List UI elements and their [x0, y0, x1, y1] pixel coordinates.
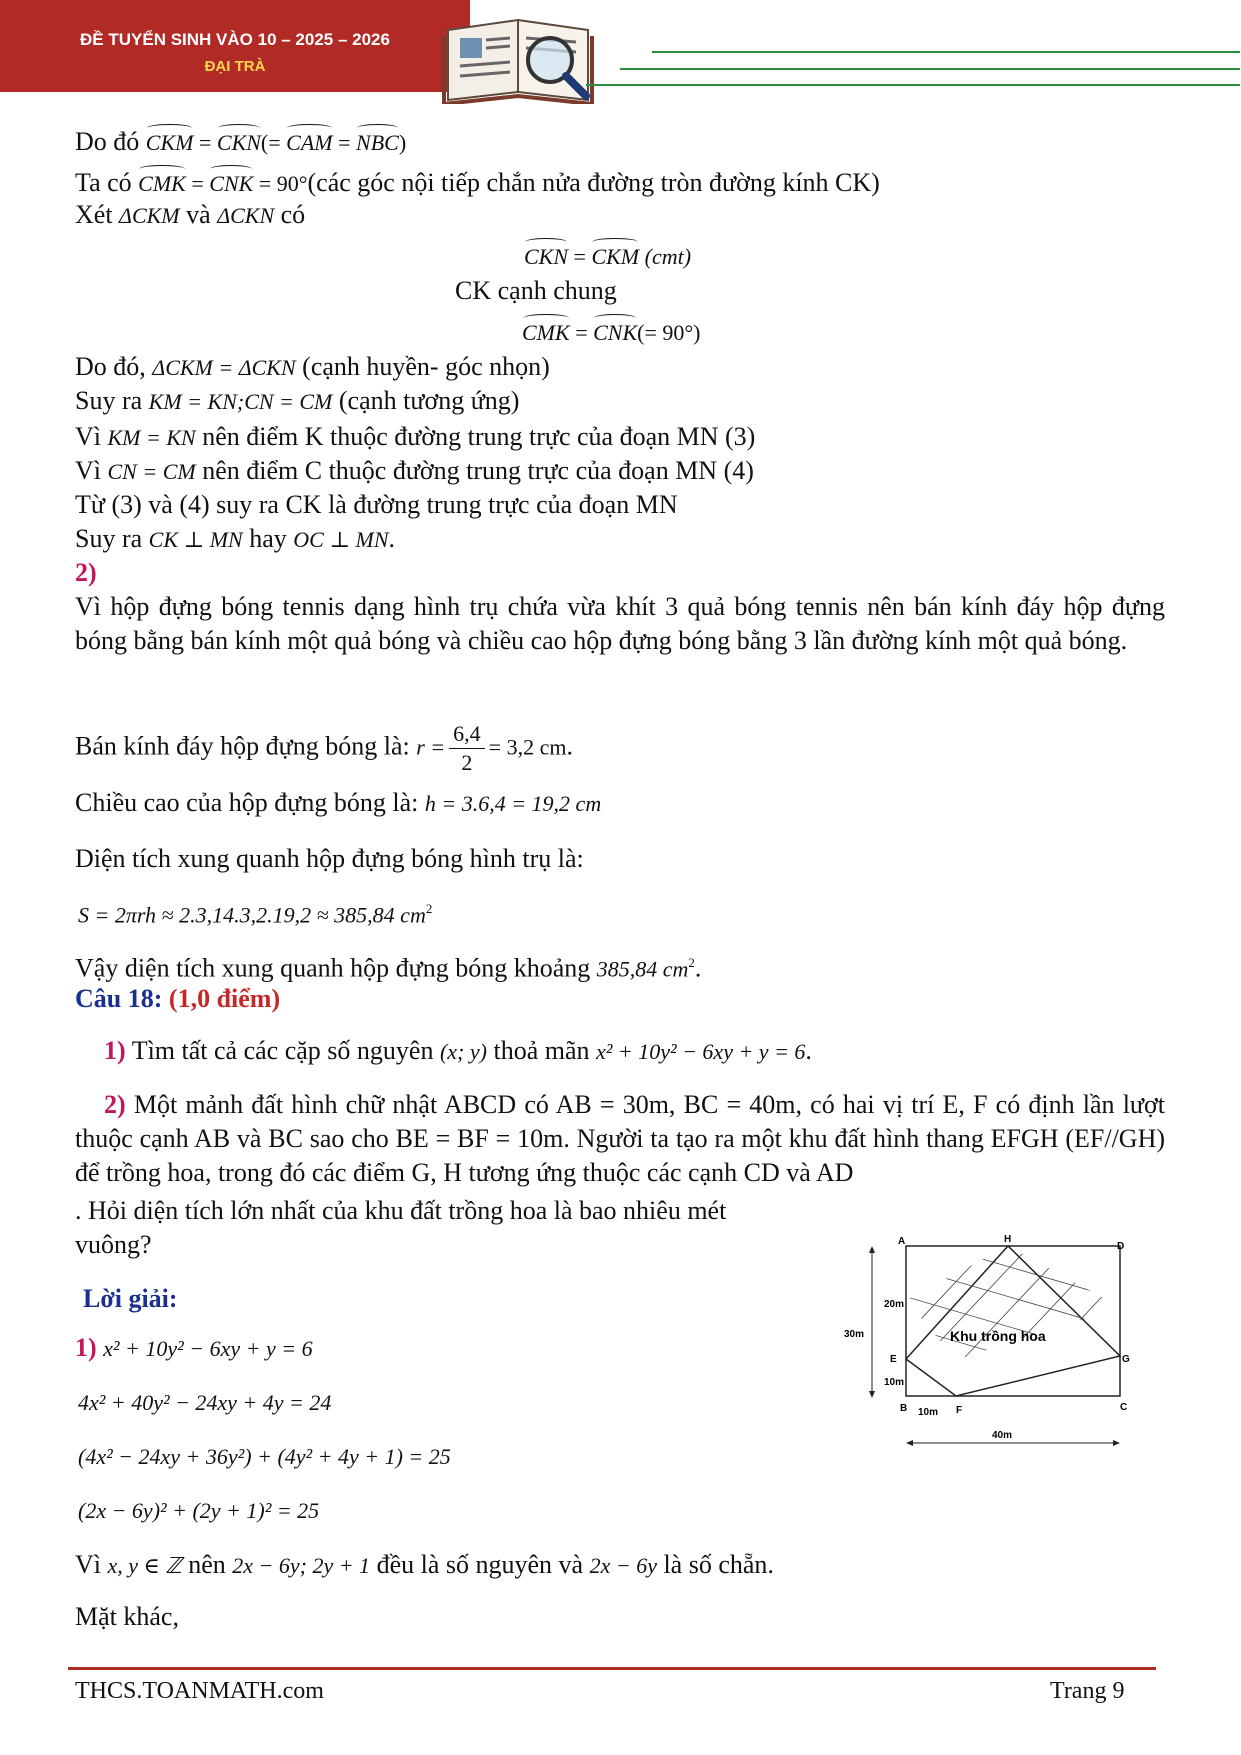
arrow-head-up: [869, 1246, 875, 1253]
arrow-head-left: [906, 1440, 913, 1446]
footer-rule: [68, 1667, 1156, 1670]
question-18-part2-tail1: . Hỏi diện tích lớn nhất của khu đất trồng hoa là bao nhiêu mét: [75, 1196, 727, 1225]
part-2-label: 2): [75, 558, 97, 587]
label-c: C: [1120, 1402, 1128, 1413]
trapezoid-efgh: [906, 1246, 1120, 1396]
solution-heading: Lời giải:: [83, 1284, 178, 1313]
line-6: CMK = CNK(= 90°): [522, 314, 701, 348]
label-d: D: [1117, 1241, 1125, 1252]
solution-step-1: 1) x² + 10y² − 6xy + y = 6: [75, 1333, 313, 1362]
label-f: F: [956, 1405, 963, 1416]
question-18-heading: Câu 18: (1,0 điểm): [75, 984, 281, 1013]
garden-figure: [840, 1235, 1140, 1455]
area-formula: S = 2πrh ≈ 2.3,14.3,2.19,2 ≈ 385,84 $cm^2$: [78, 901, 433, 928]
tennis-paragraph: Vì hộp đựng bóng tennis dạng hình trụ chứa vừa khít 3 quả bóng tennis nên bán kính đáy hộp đựng bóng bằng bán kính một quả bóng và chiều cao hộp đựng bóng bằng 3 lần đường kính một quả bóng.: [75, 592, 1165, 655]
solution-step-3: (4x² − 24xy + 36y²) + (4y² + 4y + 1) = 25: [78, 1444, 451, 1469]
line-5: CK cạnh chung: [455, 276, 617, 305]
solution-step-2: 4x² + 40y² − 24xy + 4y = 24: [78, 1390, 332, 1415]
radius-fraction: $\frac{6,4}{2}$: [449, 720, 485, 777]
rectangle-abcd: [906, 1246, 1120, 1396]
solution-step-4: (2x − 6y)² + (2y + 1)² = 25: [78, 1498, 320, 1523]
question-18-part2: 2) Một mảnh đất hình chữ nhật ABCD có AB = 30m, BC = 40m, có hai vị trí E, F có định lần lượt thuộc cạnh AB và BC sao cho BE = BF = 10m. Người ta tạo ra một khu đất hình thang EFGH (EF//GH) để trồng hoa, trong đó các điểm G, H tương ứng thuộc các cạnh CD và AD: [75, 1090, 1165, 1187]
line-2: Ta có CMK = CNK = 90°(các góc nội tiếp chắn nửa đường tròn đường kính CK): [75, 165, 880, 199]
header-rule-bottom: [586, 84, 1240, 86]
radius-line: Bán kính đáy hộp đựng bóng là: r = $\frac{6,4}{2}$ = 3,2 cm.: [75, 721, 573, 775]
header-rule-top: [652, 51, 1240, 53]
footer-site: THCS.TOANMATH.com: [75, 1678, 324, 1704]
label-b: B: [900, 1403, 908, 1414]
dim-10m-horizontal: 10m: [918, 1407, 939, 1418]
line-8: Suy ra KM = KN;CN = CM (cạnh tương ứng): [75, 386, 520, 415]
line-7: Do đó, ΔCKM = ΔCKN (cạnh huyền- góc nhọn): [75, 352, 550, 381]
line-9: Vì KM = KN nên điểm K thuộc đường trung trực của đoạn MN (3): [75, 422, 756, 451]
question-18-part1: 1) Tìm tất cả các cặp số nguyên (x; y) thoả mãn x² + 10y² − 6xy + y = 6.: [104, 1036, 812, 1065]
line-11: Từ (3) và (4) suy ra CK là đường trung trực của đoạn MN: [75, 490, 678, 519]
line-3: Xét ΔCKM và ΔCKN có: [75, 200, 306, 229]
book-magnifier-icon: [440, 0, 600, 104]
dim-30m: 30m: [844, 1329, 865, 1340]
label-e: E: [890, 1354, 897, 1365]
height-line: Chiều cao của hộp đựng bóng là: h = 3.6,4 = 19,2 cm: [75, 788, 602, 817]
area-label-line: Diện tích xung quanh hộp đựng bóng hình trụ là:: [75, 844, 584, 873]
line-4: CKN = CKM (cmt): [524, 238, 691, 272]
arrow-head-down: [869, 1391, 875, 1398]
dim-10m-vertical: 10m: [884, 1377, 905, 1388]
exam-title: ĐỀ TUYỂN SINH VÀO 10 – 2025 – 2026: [80, 30, 390, 49]
question-18-part2-tail2: vuông?: [75, 1230, 152, 1259]
flower-area-label: Khu trồng hoa: [950, 1328, 1046, 1344]
solution-step-6: Mặt khác,: [75, 1602, 179, 1631]
line-12: Suy ra CK ⊥ MN hay OC ⊥ MN.: [75, 524, 396, 553]
conclusion-line: Vậy diện tích xung quanh hộp đựng bóng khoảng 385,84 $cm^2$.: [75, 953, 702, 983]
solution-step-5: Vì x, y ∈ ℤ nên 2x − 6y; 2y + 1 đều là số nguyên và 2x − 6y là số chẵn.: [75, 1550, 774, 1579]
label-h: H: [1004, 1235, 1012, 1245]
label-a: A: [898, 1236, 906, 1247]
header-rule-mid: [620, 68, 1240, 70]
exam-subtitle: ĐẠI TRÀ: [204, 58, 266, 75]
arrow-head-right: [1113, 1440, 1120, 1446]
line-10: Vì CN = CM nên điểm C thuộc đường trung trực của đoạn MN (4): [75, 456, 754, 485]
label-g: G: [1122, 1354, 1130, 1365]
dim-40m: 40m: [992, 1430, 1013, 1441]
line-1: Do đó CKM = CKN(= CAM = NBC): [75, 124, 406, 158]
footer-page-number: Trang 9: [1050, 1678, 1125, 1704]
dim-20m: 20m: [884, 1299, 905, 1310]
